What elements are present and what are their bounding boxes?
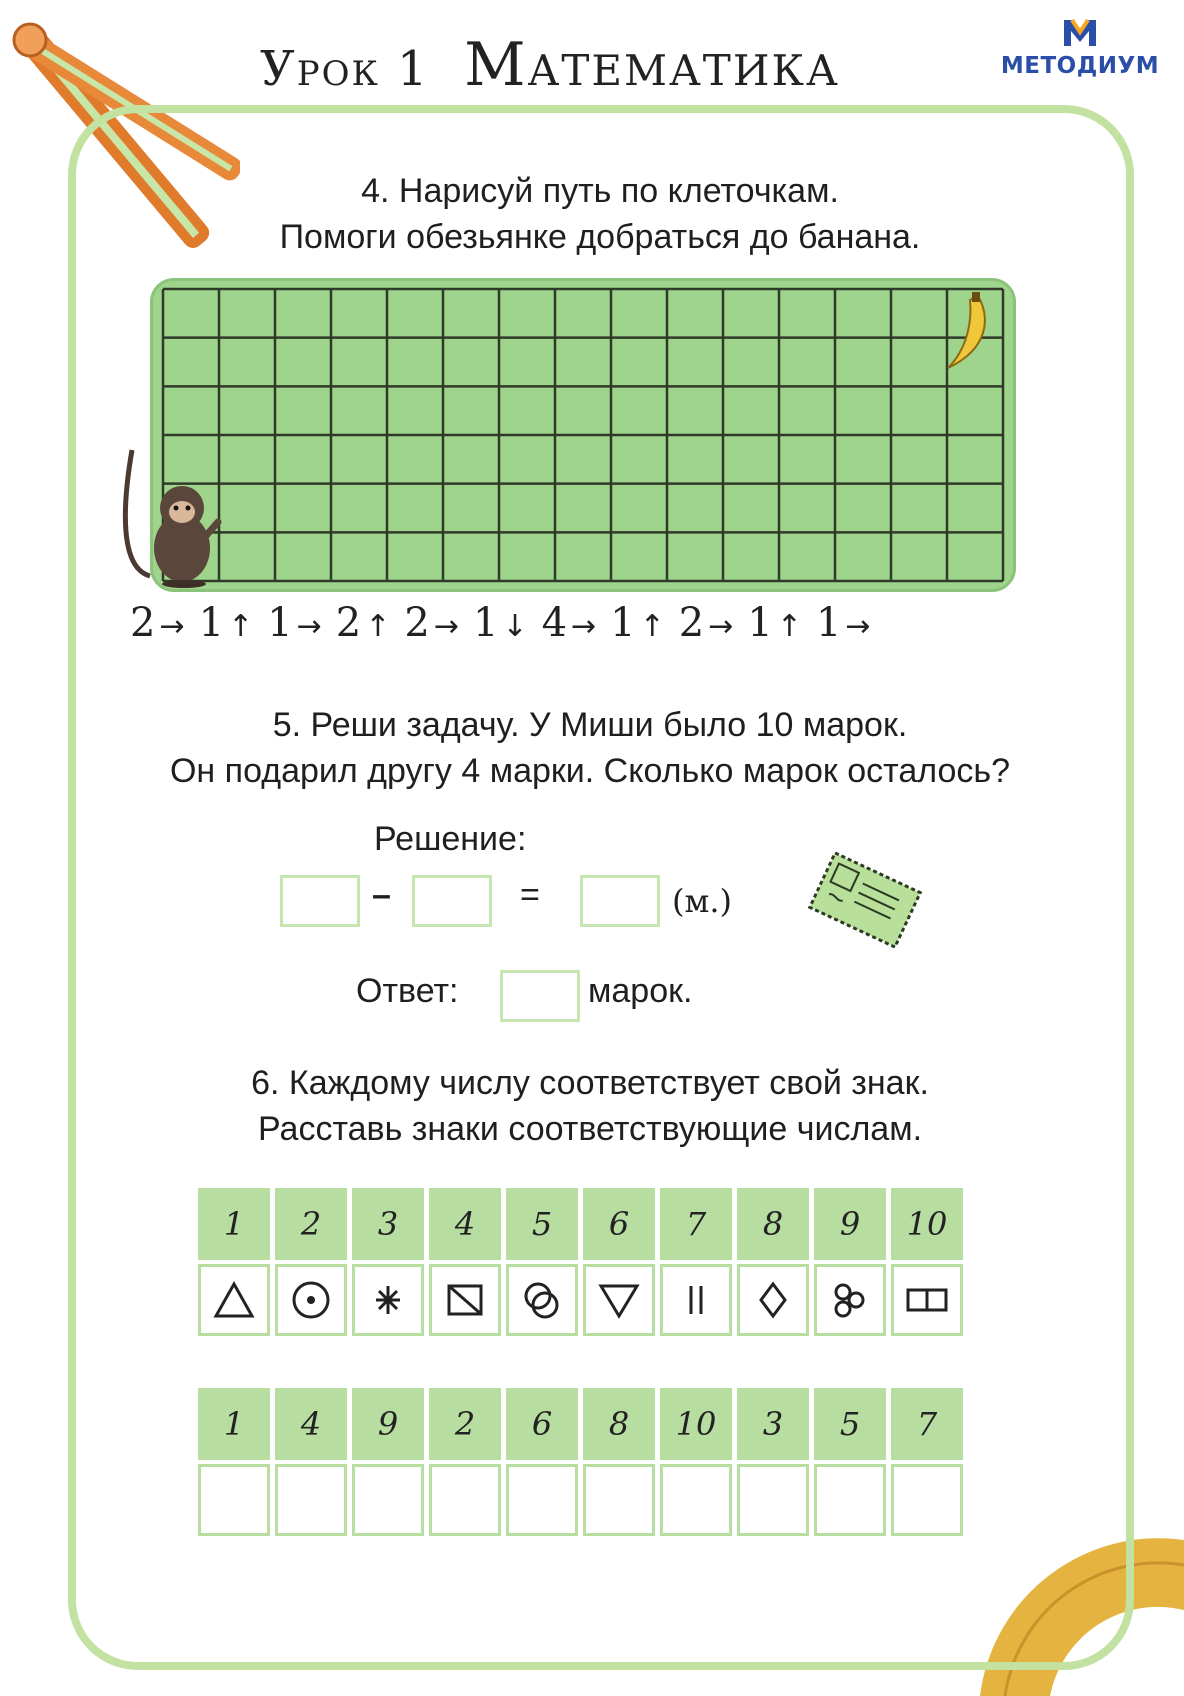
step-count: 4 [541,600,568,646]
path-step [542,600,597,646]
step-count: 1 [747,600,773,646]
step-count: 2 [678,600,705,646]
minus-sign: – [372,876,391,914]
double-circle-icon [520,1278,564,1322]
path-step [336,600,391,646]
number-cell: 4 [429,1188,501,1260]
number-cell: 5 [506,1188,578,1260]
number-cell: 6 [583,1188,655,1260]
symbol-cell [583,1264,655,1336]
step-count: 1 [610,600,636,646]
symbol-answer-input[interactable] [737,1464,809,1536]
step-arrow-icon: → [845,609,871,644]
step-arrow-icon: → [708,609,734,644]
symbol-answer-input[interactable] [660,1464,732,1536]
split-rectangle-icon [905,1278,949,1322]
number-cell: 1 [198,1388,270,1460]
step-arrow-icon: ↓ [502,609,528,644]
number-cell: 3 [352,1188,424,1260]
circle-dot-icon [289,1278,333,1322]
monkey-icon [112,438,222,588]
step-arrow-icon: → [571,609,597,644]
number-cell: 6 [506,1388,578,1460]
path-step [610,600,665,646]
path-step [267,600,322,646]
path-step [747,600,802,646]
unit-label: (м.) [672,882,733,920]
path-instructions [130,600,1090,646]
path-step [199,600,254,646]
number-cell: 10 [891,1188,963,1260]
symbol-cell [891,1264,963,1336]
step-count: 2 [404,600,430,646]
number-cell: 2 [429,1388,501,1460]
path-step [679,600,734,646]
symbol-answer-input[interactable] [352,1464,424,1536]
symbol-cell [429,1264,501,1336]
triangle-up-icon [212,1278,256,1322]
number-cell: 7 [660,1188,732,1260]
task6-instruction: 6. Каждому числу соответствует свой знак. Расставь знаки соответствующие числам. [251,1064,929,1148]
number-cell: 10 [660,1388,732,1460]
path-step [816,600,871,646]
double-bar-icon [674,1278,718,1322]
step-count: 2 [130,600,156,646]
postage-stamp-icon [800,848,930,952]
symbol-cell [737,1264,809,1336]
step-arrow-icon: → [159,609,185,644]
step-arrow-icon: ↑ [776,609,802,644]
symbol-answer-input[interactable] [506,1464,578,1536]
number-cell: 4 [275,1388,347,1460]
symbol-cell [275,1264,347,1336]
step-count: 1 [267,600,293,646]
answer-input[interactable] [500,970,580,1022]
diamond-icon [751,1278,795,1322]
symbol-cell [352,1264,424,1336]
step-count: 1 [815,600,842,646]
step-arrow-icon: → [296,609,322,644]
step-arrow-icon: ↑ [365,609,391,644]
number-cell: 9 [814,1188,886,1260]
symbol-answer-input[interactable] [814,1464,886,1536]
symbol-answer-input[interactable] [198,1464,270,1536]
number-cell: 5 [814,1388,886,1460]
symbol-cell [506,1264,578,1336]
banana-icon [938,292,998,376]
number-cell: 3 [737,1388,809,1460]
number-cell: 8 [737,1188,809,1260]
symbol-answer-input[interactable] [583,1464,655,1536]
number-cell: 8 [583,1388,655,1460]
number-cell: 9 [352,1388,424,1460]
brand-name: МЕТОДИУМ [1000,53,1160,79]
page-title: Урок 1 Математика [260,30,840,100]
asterisk-icon [366,1278,410,1322]
path-step [404,600,459,646]
brand-m-icon [1062,18,1098,48]
symbol-cell [660,1264,732,1336]
step-arrow-icon: ↑ [228,609,254,644]
symbol-answer-input[interactable] [891,1464,963,1536]
difference-input[interactable] [580,875,660,927]
step-arrow-icon: ↑ [639,609,665,644]
step-count: 1 [472,600,499,646]
symbol-answer-input[interactable] [429,1464,501,1536]
answer-unit: марок. [588,972,693,1010]
minuend-input[interactable] [280,875,360,927]
task5-instruction: 5. Реши задачу. У Миши было 10 марок. Он подарил другу 4 марки. Сколько марок осталось? [169,706,1011,790]
number-cell: 2 [275,1188,347,1260]
subtrahend-input[interactable] [412,875,492,927]
step-arrow-icon: → [433,609,459,644]
step-count: 2 [335,600,362,646]
three-circles-icon [828,1278,872,1322]
number-cell: 7 [891,1388,963,1460]
equals-sign: = [520,876,540,914]
brand-logo [1000,18,1160,79]
symbol-cell [198,1264,270,1336]
path-grid[interactable] [150,278,1016,592]
symbol-answer-input[interactable] [275,1464,347,1536]
path-step [473,600,528,646]
symbol-cell [814,1264,886,1336]
answer-label: Ответ: [356,972,459,1010]
path-step [130,600,185,646]
task4-instruction: 4. Нарисуй путь по клеточкам. Помоги обезьянке добраться до банана. [279,172,921,256]
triangle-down-icon [597,1278,641,1322]
crossed-square-icon [443,1278,487,1322]
number-cell: 1 [198,1188,270,1260]
step-count: 1 [198,600,225,646]
solution-label: Решение: [374,820,527,858]
